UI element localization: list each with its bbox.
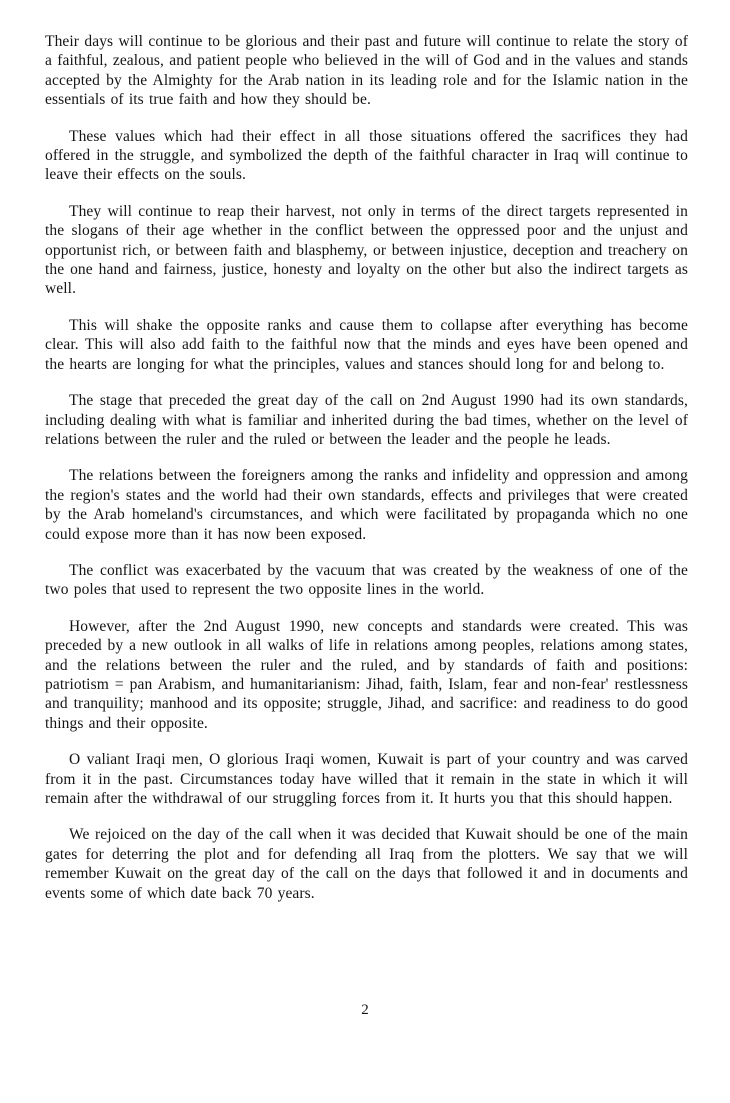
paragraph: The conflict was exacerbated by the vacuum that was created by the weakness of one of the two poles that used to represent the two opposite lines in the world. [45,561,688,599]
paragraph: O valiant Iraqi men, O glorious Iraqi women, Kuwait is part of your country and was carved from it in the past. Circumstances today have willed that it remain in the state in which it will remain after the withdrawal of our struggling forces from it. It hurts you that this should happen. [45,751,688,807]
paragraph: This will shake the opposite ranks and cause them to collapse after everything has become clear. This will also add faith to the faithful now that the minds and eyes have been opened and the hearts are longing for what the principles, values and stances should long for and belong to. [45,316,688,373]
paragraph: However, after the 2nd August 1990, new concepts and standards were created. This was preceded by a new outlook in all walks of life in relations among peoples, relations among states, and the relations between the ruler and the ruled, and by standards of faith and positions: patriotism = pan Arabism, and humanitarianism: Jihad, faith, Islam, fear and non-fear' restlessness and tranquility; manhood and its opposite; struggle, Jihad, and sacrifice: and readiness to do good things and their opposite. [45,617,688,732]
paragraph: We rejoiced on the day of the call when it was decided that Kuwait should be one of the main gates for deterring the plot and for defending all Iraq from the plotters. We say that we will remember Kuwait on the great day of the call on the days that followed it and in documents and events some of which date back 70 years. [45,826,688,902]
page-number: 2 [361,1002,369,1018]
paragraph: They will continue to reap their harvest, not only in terms of the direct targets represented in the slogans of their age whether in the conflict between the oppressed poor and the unjust and opportunist rich, or between faith and blasphemy, or between injustice, deception and treachery on the one hand and fairness, justice, honesty and loyalty on the other but also the indirect targets as well. [45,202,688,298]
paragraph: The stage that preceded the great day of the call on 2nd August 1990 had its own standards, including dealing with what is familiar and inherited during the bad times, whether on the level of relations between the ruler and the ruled or between the leader and the people he leads. [45,392,688,448]
paragraph: Their days will continue to be glorious and their past and future will continue to relate the story of a faithful, zealous, and patient people who believed in the will of God and in the values and stands accepted by the Almighty for the Arab nation in its leading role and for the Islamic nation in the essentials of its true faith and how they should be. [45,33,688,109]
paragraph: These values which had their effect in all those situations offered the sacrifices they had offered in the struggle, and symbolized the depth of the faithful character in Iraq will continue to leave their effects on the souls. [45,127,688,184]
paragraph: The relations between the foreigners among the ranks and infidelity and oppression and among the region's states and the world had their own standards, effects and privileges that were created by the Arab homeland's circumstances, and which were facilitated by propaganda which no one could expose more than it has now been exposed. [45,467,688,543]
